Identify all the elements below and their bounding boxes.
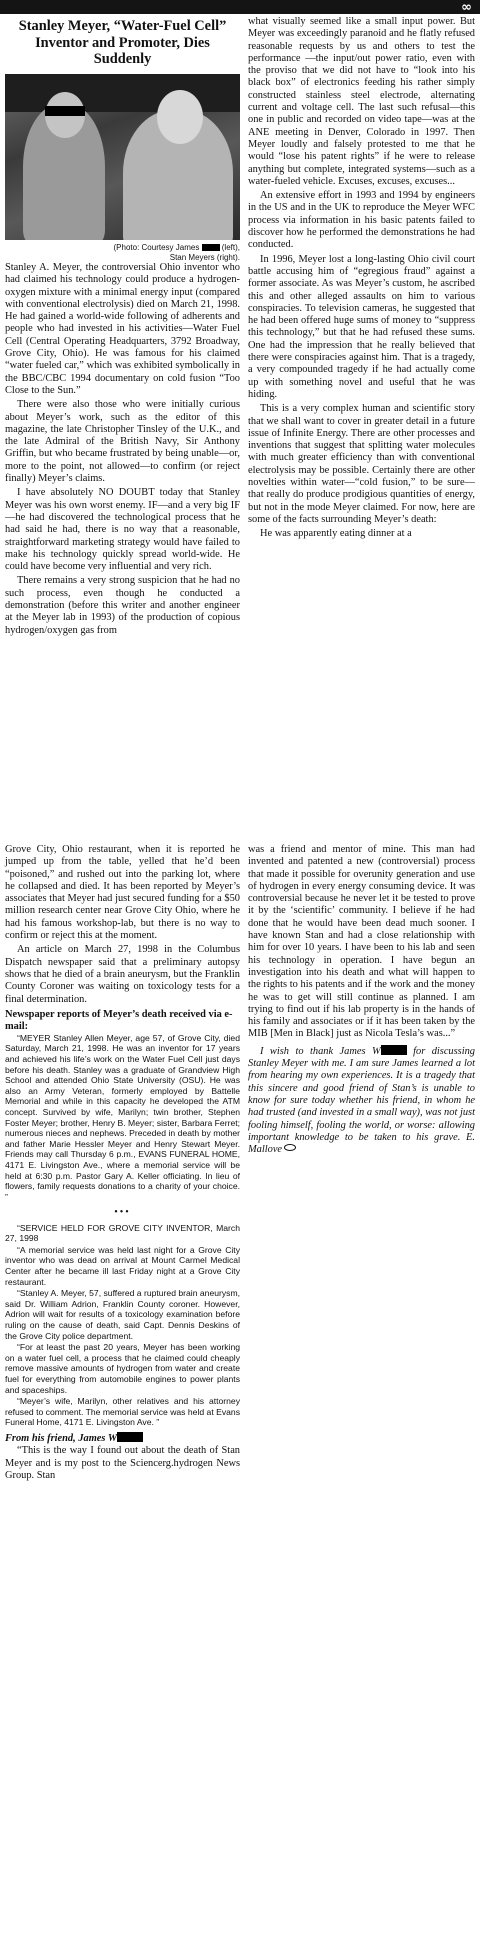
friend-heading bbox=[5, 1432, 240, 1445]
left-paragraph: I have absolutely NO DOUBT today that Stanley Meyer was his own worst enemy. IF—and a very big IF—he had discovered the technological process that he had said he had, there is no way that a reasonable, straightforward marketing strategy would have failed to make his technology quickly spread world-wide. He could have become very influential and very rich. bbox=[5, 487, 240, 573]
service-paragraph: “A memorial service was held last night for a Grove City inventor who was dead on arrival at Mount Carmel Medical Center after he became ill last Friday night at a Grove City restaurant. bbox=[5, 1244, 240, 1287]
thanks-redaction bbox=[381, 1045, 407, 1055]
caption-redaction bbox=[202, 244, 220, 251]
left-paragraph: There remains a very strong suspicion that he had no such process, even though he conducted a demonstration (before this writer and another engineer at the Meyer lab in 1993) of the production of copious hydrogen/oxygen gas from bbox=[5, 575, 240, 636]
section-divider: ••• bbox=[114, 1207, 131, 1219]
friend-paragraph: “This is the way I found out about the death of Stan Meyer and is my post to the Sciencerg.hydrogen News Group. Stan bbox=[5, 1445, 240, 1481]
left-paragraph: An article on March 27, 1998 in the Columbus Dispatch newspaper said that a preliminary autopsy shows that he died of a brain aneurysm, but the Franklin County Coroner was waiting on toxicology tests for a final determination. bbox=[5, 944, 240, 1005]
right-paragraph: An extensive effort in 1993 and 1994 by engineers in the US and in the UK to reproduce the Meyer WFC process via information in his basic patents failed to discover how he performed the demonstrations he had conducted. bbox=[248, 190, 475, 251]
left-column-top bbox=[5, 262, 240, 637]
email-report bbox=[5, 1033, 240, 1203]
friend-heading-text: From his friend, James W bbox=[5, 1432, 118, 1444]
right-column-bottom bbox=[248, 844, 475, 1156]
name-redaction bbox=[117, 1432, 143, 1442]
right-paragraph: was a friend and mentor of mine. This man had invented and patented a new (controversial) process that made it possible for overunity generation and use of hydrogen in every energy consuming device. It was controversial because he never let it be tested to prove it by the ‘scientific’ community. I believe if he had done that he would have been dead much sooner. I have known Stan and had a close relationship with him for over 10 years. I have been to his lab and seen his technology in operation. I have begun an investigation into his death and what will happen to the rights to his patents and if the work and the money he was to get will still continue as planned. I am trying to find out if his lab property is in the hands of his family and associates or if it has been taken by the MIB [Men in Black] just as Nicola Tesla’s was...” bbox=[248, 844, 475, 1040]
photo-background bbox=[5, 74, 240, 112]
thanks-text-1: I wish to thank James W bbox=[260, 1045, 381, 1057]
end-mark-icon bbox=[284, 1144, 296, 1151]
left-paragraph: There were also those who were initially curious about Meyer’s work, such as the editor of this magazine, the late Christopher Tinsley of the U.K., and the late Admiral of the British Navy, Sir Anthony Griffin, but who became frustrated by being unable—or, more to the point, not allowed—to confirm (or reject finally) Meyer’s claims. bbox=[5, 399, 240, 485]
photo-head-right bbox=[157, 90, 203, 144]
thanks-text-2: for discussing Stanley Meyer with me. I am sure James learned a lot from hearing my own experiences. It is a tragedy that this sincere and good friend of Stan’s is unable to know for sure today whether his friend, in whom he had trusted (and invested in a small way), was not just fooling himself, fooling the world, or worse: allowing important knowledge to be taken to his grave. E. Mallove bbox=[248, 1045, 475, 1156]
service-report bbox=[5, 1223, 240, 1428]
thanks-paragraph bbox=[248, 1045, 475, 1157]
email-section-heading: Newspaper reports of Meyer’s death received via e-mail: bbox=[5, 1008, 233, 1032]
article-photo bbox=[5, 74, 240, 240]
caption-text-1: (Photo: Courtesy James bbox=[113, 243, 200, 252]
left-paragraph: Grove City, Ohio restaurant, when it is reported he jumped up from the table, yelled that he’d been “poisoned,” and rushed out into the parking lot, where he collapsed and died. It has been reported by Meyer’s associates that Meyer had just secured funding for a $50 million research center near Grove City Ohio, where he had his famous workshop-lab, but there is no way to confirm or reject this at the moment. bbox=[5, 844, 240, 942]
photo-caption bbox=[90, 243, 240, 262]
service-paragraph: “SERVICE HELD FOR GROVE CITY INVENTOR, March 27, 1998 bbox=[5, 1222, 240, 1244]
left-paragraph: Stanley A. Meyer, the controversial Ohio inventor who had claimed his technology could produce a hydrogen-oxygen mixture with a minimal energy input (compared with conventional electrolysis) died on March 21, 1998. He had gained a world-wide following of adherents and people who had invested in his activities—Water Fuel Cell (Central Operating Headquarters, 3792 Broadway, Grove City, Ohio). He was famous for his claimed “water fueled car,” which was exhibited symbolically in the BBC/CBC 1994 documentary on cold fusion “Too Close to the Sun.” bbox=[5, 262, 240, 396]
right-paragraph: He was apparently eating dinner at a bbox=[260, 528, 412, 540]
email-paragraph: “MEYER Stanley Allen Meyer, age 57, of Grove City, died Saturday, March 21, 1998. He was an inventor for 17 years and achieved his life’s work on the Water Fuel Cell just days before his death. Stanley was a graduate of Grandview High School and attended Ohio State University (OSU). He was also an Army Veteran, formerly employed by Battelle Memorial and while in this capacity he developed the ATM concept. Survived by wife, Marilyn; twin brother, Stephen Foster Meyer; brother, Henry B. Meyer; sister, Barbara Ferret; numerous nieces and nephews. Preceded in death by mother and father Marie Hessler Meyer and Henry Stewart Meyer. Friends may call Thursday 6 p.m., EVANS FUNERAL HOME, 4171 E. Livingston Ave., where a memorial service will be held at 6:30 p.m. Pastor Gary A. Keller officiating. In lieu of flowers, family requests donations to a charity of your choice. ” bbox=[5, 1032, 240, 1202]
infinity-logo-icon: ∞ bbox=[461, 0, 472, 15]
photo-face-redaction bbox=[45, 106, 85, 116]
service-paragraph: “For at least the past 20 years, Meyer has been working on a water fuel cell, a process that he claimed could cheaply remove massive amounts of hydrogen from water and create fuel for everything from automobile engines to power plants and spaceships. bbox=[5, 1342, 240, 1395]
header-bar bbox=[0, 0, 480, 14]
service-paragraph: “Meyer’s wife, Marilyn, other relatives and his attorney refused to comment. The memorial service was held at Evans Funeral Home, 4171 E. Livingston Ave. ” bbox=[5, 1396, 240, 1428]
right-paragraph: what visually seemed like a small input power. But Meyer was exceedingly paranoid and he flatly refused reasonable requests by us and others to test the performance —the input/out power ratio, even with the proviso that we did not have to “look into his black box” of electronics feeding his rather simply constructed stainless steel electrode, alternating current and voltage cell. The last such refusal—this one in public and recorded on video tape—was at the ANE meeting in Denver, Colorado in 1997. Then Meyer loudly and falsely protested to me that he would “lose his patent rights” if he were to release anything but complete, integrated systems—such as a water-fueled vehicle. Excuses, excuses, excuses... bbox=[248, 16, 475, 187]
service-paragraph: “Stanley A. Meyer, 57, suffered a ruptured brain aneurysm, said Dr. William Adrion, Franklin County coroner. However, Adrion will wait for results of a toxicology examination before ruling on the cause of death, said Capt. Dennis Deskins of the Grove City police department. bbox=[5, 1288, 240, 1341]
right-paragraph: In 1996, Meyer lost a long-lasting Ohio civil court battle accusing him of “egregious fraud” against a former associate. As was Meyer’s custom, he ascribed this and other alleged assaults on him to various conspiracies. To television cameras, he suggested that he had been offered huge sums of money to “suppress this technology,” but that he had refused these sums. One had the impression that he really believed that there were conspiracies against him. That is a tragedy, a very compounded tragedy if he had actually come up with something novel and useful that he was hiding. bbox=[248, 253, 475, 400]
left-column-bottom bbox=[5, 844, 240, 1482]
right-column-top bbox=[248, 16, 475, 540]
caption-text-2: (left), bbox=[219, 243, 240, 252]
caption-text-3: Stan Meyers (right). bbox=[169, 252, 240, 262]
article-title: Stanley Meyer, “Water-Fuel Cell” Inventor and Promoter, Dies Suddenly bbox=[18, 18, 227, 67]
right-paragraph: This is a very complex human and scientific story that we shall want to cover in greater detail in a future issue of Infinite Energy. There are other processes and inventions that suggest that splitting water molecules with much greater efficiency than with conventional electrolysis may be possible. Certainly there are other novelties within water—“cold fusion,” to be sure—that really do produce prodigious quantities of energy, but not in the mode Meyer claimed. For now, here are some of the facts surrounding Meyer’s death: bbox=[248, 403, 475, 525]
